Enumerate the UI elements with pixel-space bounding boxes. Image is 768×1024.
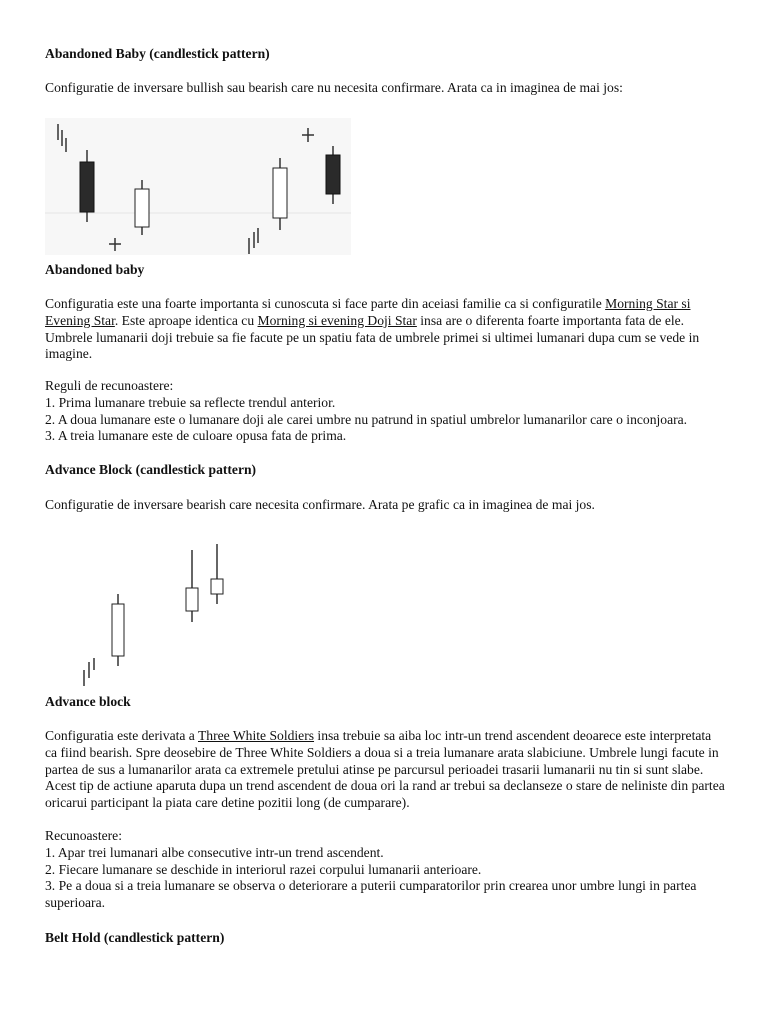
rules-list-abandoned-baby [45,378,725,445]
rule-item: 3. Pe a doua si a treia lumanare se observa o deteriorare a puterii cumparatorilor prin crearea unor umbre lungi in partea superioara. [45,878,697,911]
figure-caption-abandoned-baby: Abandoned baby [45,262,145,277]
body-text: Configuratia este una foarte importanta si cunoscuta si face parte din aceiasi familie ca si configuratile [45,296,606,311]
candle-body-light [112,604,124,656]
rule-item: 1. Apar trei lumanari albe consecutive intr-un trend ascendent. [45,844,384,860]
candle-body-light [135,189,149,227]
section-title-belt-hold: Belt Hold (candlestick pattern) [45,930,225,945]
body-text: . Este aproape identica cu [114,312,258,328]
rule-item: 1. Prima lumanare trebuie sa reflecte trendul anterior. [45,394,336,410]
candle-body-dark [326,155,340,194]
link-three-white-soldiers[interactable]: Three White Soldiers [198,728,315,743]
link-morning-evening-doji-star[interactable]: Morning si evening Doji Star [257,312,417,328]
figure-caption-advance-block: Advance block [45,694,131,709]
section-body-abandoned-baby [45,296,725,363]
candle-body-dark [80,162,94,212]
link-morning-star-evening-star[interactable]: Morning Star si Evening Star [45,296,691,328]
section-title-advance-block: Advance Block (candlestick pattern) [45,462,257,477]
body-text: insa trebuie sa aiba loc intr-un trend ascendent deoarece este interpretata ca fiind bearish. Spre deosebire de Three White Soldiers a doua si a treia lumanare arata slabiciune. Umbrele lungi facute in partea de sus a lumanarilor arata ca extremele pretului atinse pe parcursul perioadei trasarii lumanarii nu tin si sunt slabe. Acest tip de actiune aparuta dupa un trend ascendent de doua ori la rand ar trebui sa declanseze o stare de neliniste din partea oricarui participant la piata care detine pozitii long (de cumparare). [45,728,725,811]
section-intro-advance-block: Configuratie de inversare bearish care necesita confirmare. Arata pe grafic ca in imaginea de mai jos. [45,497,595,512]
rule-item: 3. A treia lumanare este de culoare opusa fata de prima. [45,428,347,444]
rules-heading: Recunoastere: [45,828,122,843]
body-text: insa are o diferenta foarte importanta fata de ele. Umbrele lumanarii doji trebuie sa fie facute pe un spatiu fata de umbrele primei si ultimei lumanari dupa cum se vede in imagine. [45,312,700,362]
rules-heading: Reguli de recunoastere: [45,378,174,393]
candle-body-light [211,579,223,594]
section-body-advance-block [45,728,725,812]
candle-body-light [186,588,198,611]
section-intro-abandoned-baby: Configuratie de inversare bullish sau bearish care nu necesita confirmare. Arata ca in imaginea de mai jos: [45,80,623,95]
candle-body-light [273,168,287,218]
advance-block-chart-image [77,536,237,688]
rules-list-advance-block [45,828,725,912]
rule-item: 2. Fiecare lumanare se deschide in interiorul razei corpului lumanarii anterioare. [45,861,482,877]
abandoned-baby-chart-image [45,118,351,255]
section-title-abandoned-baby: Abandoned Baby (candlestick pattern) [45,46,270,61]
rule-item: 2. A doua lumanare este o lumanare doji ale carei umbre nu patrund in spatiul umbrelor lumanarilor care o inconjoara. [45,411,688,427]
body-text: Configuratia este derivata a [45,728,198,743]
